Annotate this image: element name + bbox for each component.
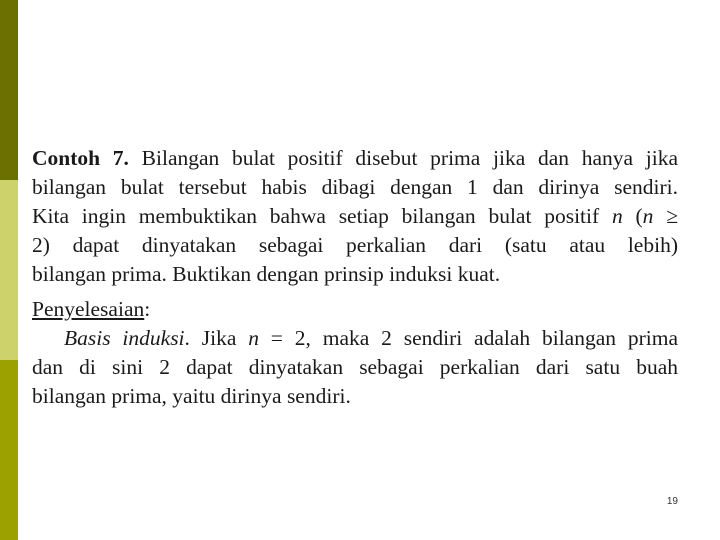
solution-line-3: bilangan prima, yaitu dirinya sendiri. bbox=[32, 384, 351, 408]
example-paragraph bbox=[32, 144, 678, 289]
example-line-5: bilangan prima. Buktikan dengan prinsip induksi kuat. bbox=[32, 262, 501, 286]
sidebar-band-bottom bbox=[0, 360, 18, 540]
solution-heading: Penyelesaian bbox=[32, 297, 145, 321]
example-line-2: bilangan bulat tersebut habis dibagi dengan 1 dan dirinya sendiri. bbox=[32, 175, 678, 199]
example-label: Contoh 7. bbox=[32, 146, 129, 170]
sidebar-band-middle bbox=[0, 180, 18, 360]
basis-label: Basis induksi bbox=[64, 326, 185, 350]
page-number: 19 bbox=[666, 496, 678, 507]
sidebar-band-top bbox=[0, 0, 18, 180]
solution-heading-line: Penyelesaian: bbox=[32, 297, 151, 321]
example-line-4: 2) dapat dinyatakan sebagai perkalian dari (satu atau lebih) bbox=[32, 233, 678, 257]
solution-line-2: dan di sini 2 dapat dinyatakan sebagai perkalian dari satu buah bbox=[32, 355, 678, 379]
example-line-3: Kita ingin membuktikan bahwa setiap bilangan bulat positif n (n ≥ bbox=[32, 204, 678, 228]
solution-paragraph bbox=[32, 295, 678, 411]
example-line-1: Contoh 7. Bilangan bulat positif disebut prima jika dan hanya jika bbox=[32, 146, 679, 170]
solution-line-1: Basis induksi. Jika n = 2, maka 2 sendiri adalah bilangan prima bbox=[64, 326, 678, 350]
slide-content bbox=[32, 144, 678, 411]
slide-sidebar bbox=[0, 0, 18, 540]
